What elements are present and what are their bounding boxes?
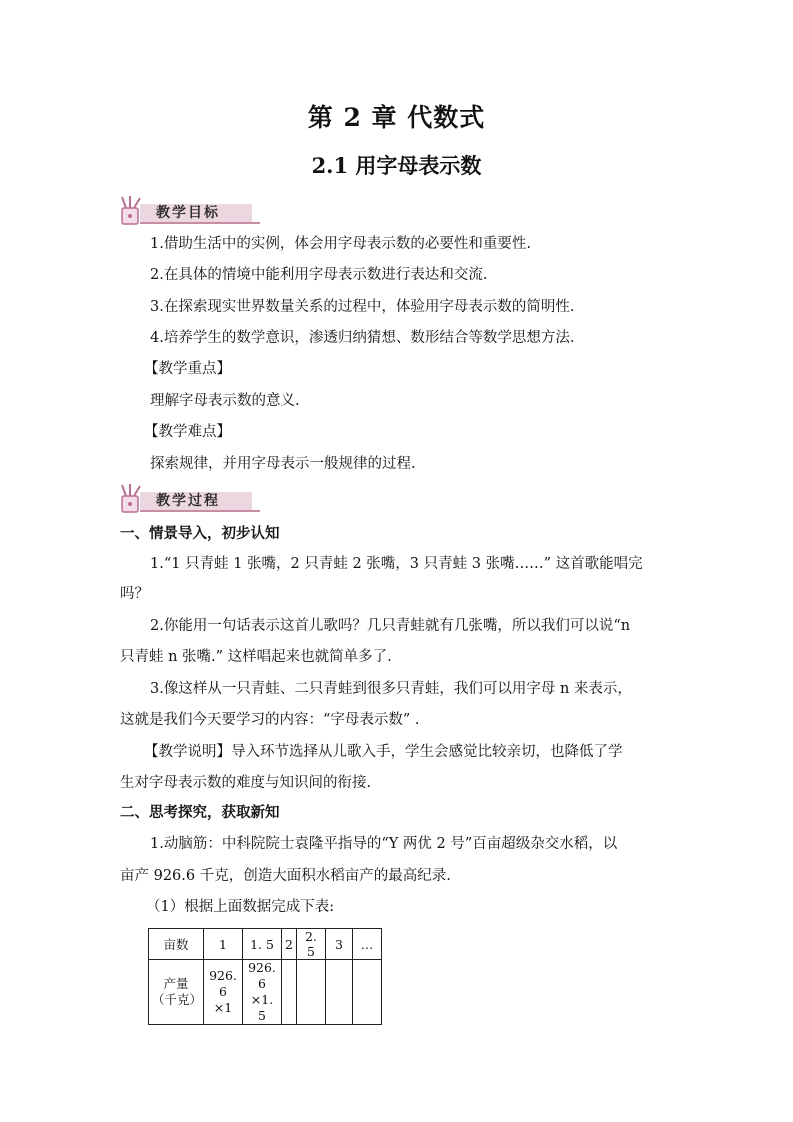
part2-heading: 二、思考探究，获取新知 xyxy=(120,805,280,821)
goal-1: 1.借助生活中的实例，体会用字母表示数的必要性和重要性. xyxy=(150,236,531,252)
pencil-cup-icon xyxy=(116,194,150,228)
table-cell: 1 xyxy=(204,929,243,960)
table-cell: 2. 5 xyxy=(296,929,325,960)
goal-4: 4.培养学生的数学意识，渗透归纳猜想、数形结合等数学思想方法. xyxy=(150,330,575,346)
table-cell: 1. 5 xyxy=(243,929,282,960)
table-row xyxy=(149,960,382,1025)
part2-p1-line1: 1.动脑筋：中科院院士袁隆平指导的“Y 两优 2 号”百亩超级杂交水稻，以 xyxy=(150,836,618,852)
pencil-cup-icon xyxy=(116,482,150,516)
table-cell xyxy=(296,960,325,1025)
part1-note-line2: 生对字母表示数的难度与知识间的衔接. xyxy=(120,775,372,791)
table-row xyxy=(149,929,382,960)
table-cell: 2 xyxy=(282,929,297,960)
part1-p2-line2: 只青蛙 n 张嘴.” 这样唱起来也就简单多了. xyxy=(120,649,392,665)
goal-3: 3.在探索现实世界数量关系的过程中，体验用字母表示数的简明性. xyxy=(150,299,575,315)
table-cell: 亩数 xyxy=(149,929,204,960)
part1-p1-line1: 1.“1 只青蛙 1 张嘴，2 只青蛙 2 张嘴，3 只青蛙 3 张嘴……” 这首歌能唱完 xyxy=(150,556,643,572)
goals-banner-label: 教学目标 xyxy=(156,205,220,221)
difficulty-label: 【教学难点】 xyxy=(144,424,231,440)
part1-p3-line1: 3.像这样从一只青蛙、二只青蛙到很多只青蛙，我们可以用字母 n 来表示， xyxy=(150,681,632,697)
part1-heading: 一、情景导入，初步认知 xyxy=(120,526,280,542)
goals-banner xyxy=(116,194,246,228)
part1-p1-line2: 吗？ xyxy=(120,586,149,602)
table-cell: 3 xyxy=(325,929,352,960)
part1-p2-line1: 2.你能用一句话表示这首儿歌吗？几只青蛙就有几张嘴，所以我们可以说“n xyxy=(150,618,631,634)
key-point-label: 【教学重点】 xyxy=(144,361,231,377)
process-banner-label: 教学过程 xyxy=(156,493,220,509)
table-cell xyxy=(352,960,381,1025)
table-cell: … xyxy=(352,929,381,960)
chapter-title: 第 2 章 代数式 xyxy=(307,103,486,132)
yield-table xyxy=(148,928,382,1025)
process-banner xyxy=(116,482,246,516)
part2-p1-line2: 亩产 926.6 千克，创造大面积水稻亩产的最高纪录. xyxy=(120,868,451,884)
table-cell: 产量 （千克） xyxy=(149,960,204,1025)
table-cell: 926. 6 ×1 xyxy=(204,960,243,1025)
part2-question-1: （1）根据上面数据完成下表: xyxy=(146,899,335,915)
table-cell xyxy=(325,960,352,1025)
section-title: 2.1 用字母表示数 xyxy=(311,153,482,178)
part1-p3-line2: 这就是我们今天要学习的内容：“字母表示数” . xyxy=(120,712,420,728)
goal-2: 2.在具体的情境中能利用字母表示数进行表达和交流. xyxy=(150,267,488,283)
difficulty-text: 探索规律，并用字母表示一般规律的过程. xyxy=(150,456,416,472)
table-cell: 926. 6 ×1. 5 xyxy=(243,960,282,1025)
table-cell xyxy=(282,960,297,1025)
key-point-text: 理解字母表示数的意义. xyxy=(150,393,300,409)
part1-note-line1: 【教学说明】导入环节选择从儿歌入手，学生会感觉比较亲切，也降低了学 xyxy=(144,744,623,760)
